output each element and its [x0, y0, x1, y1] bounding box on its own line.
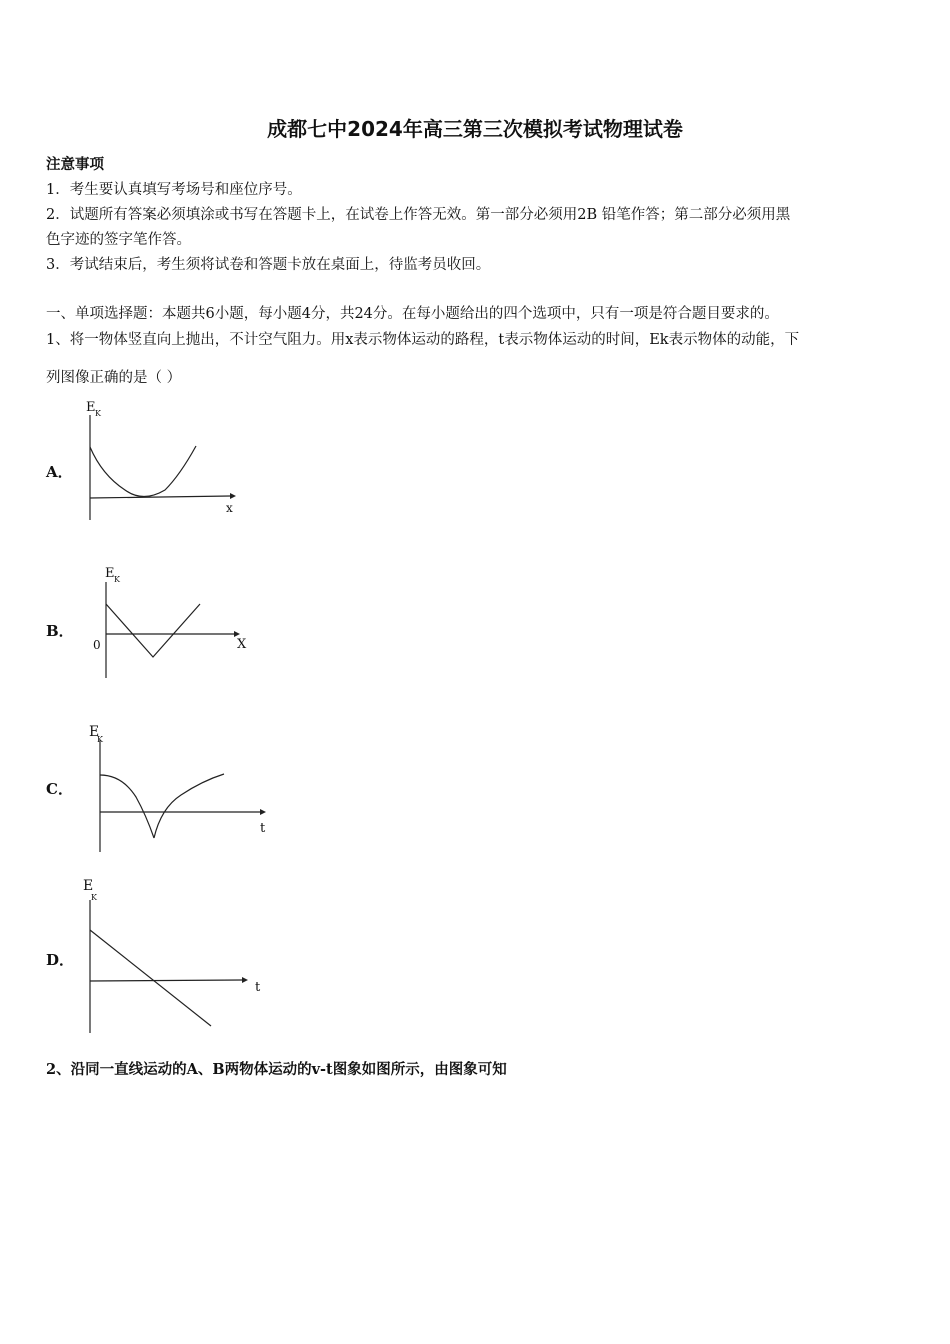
option-b-curve	[106, 604, 200, 657]
question-2-stem: 2、沿同一直线运动的A、B两物体运动的v-t图象如图所示，由图象可知	[46, 1061, 507, 1078]
option-a-x-axis	[90, 496, 230, 498]
option-d-y-label: E	[83, 878, 94, 894]
option-d-x-axis	[90, 980, 242, 981]
option-b-graph	[90, 562, 260, 682]
option-d-graph	[78, 873, 268, 1038]
question-1-stem-cont: 列图像正确的是（ ）	[46, 370, 182, 386]
option-d-x-label: t	[255, 980, 261, 995]
option-a-label: A．	[46, 463, 73, 481]
notice-heading: 注意事项	[46, 156, 104, 173]
option-c-curve-left	[100, 775, 154, 838]
option-c-curve-right	[154, 774, 224, 838]
option-b-origin: 0	[93, 638, 101, 652]
option-a-graph	[80, 395, 250, 525]
option-d-y-sub: K	[91, 893, 97, 902]
question-1-stem: 1、将一物体竖直向上抛出，不计空气阻力。用x表示物体运动的路程，t表示物体运动的时间，Ek表示物体的动能，下	[46, 332, 800, 348]
option-c-x-label: t	[260, 821, 266, 836]
option-a-curve	[90, 446, 196, 497]
option-d-label: D．	[46, 951, 75, 969]
notice-item-2-cont: 色字迹的签字笔作答。	[46, 232, 191, 248]
option-a-x-label: x	[226, 501, 233, 515]
notice-item-3: 3．考试结束后，考生须将试卷和答题卡放在桌面上，待监考员收回。	[46, 257, 491, 273]
option-a-x-arrow	[230, 493, 236, 499]
option-b-y-sub: K	[114, 575, 120, 584]
option-d-line	[90, 930, 211, 1026]
option-a-y-sub: K	[95, 409, 101, 418]
page-title: 成都七中2024年高三第三次模拟考试物理试卷	[267, 117, 683, 141]
option-b-x-label: X	[237, 637, 247, 652]
notice-item-2: 2．试题所有答案必须填涂或书写在答题卡上，在试卷上作答无效。第一部分必须用2B 铅笔作答；第二部分必须用黑	[46, 207, 791, 223]
option-a-y-label: E	[86, 400, 96, 415]
option-c-y-label: E	[89, 724, 100, 740]
option-d-x-arrow	[242, 977, 248, 983]
option-b-label: B．	[46, 622, 74, 640]
option-c-label: C．	[46, 780, 73, 798]
option-c-x-arrow	[260, 809, 266, 815]
option-c-y-sub: K	[97, 735, 103, 744]
option-c-graph	[84, 720, 274, 855]
notice-item-1: 1．考生要认真填写考场号和座位序号。	[46, 182, 302, 198]
section-heading: 一、单项选择题：本题共6小题，每小题4分，共24分。在每小题给出的四个选项中，只有一项是符合题目要求的。	[46, 306, 779, 322]
option-b-y-label: E	[105, 566, 115, 581]
